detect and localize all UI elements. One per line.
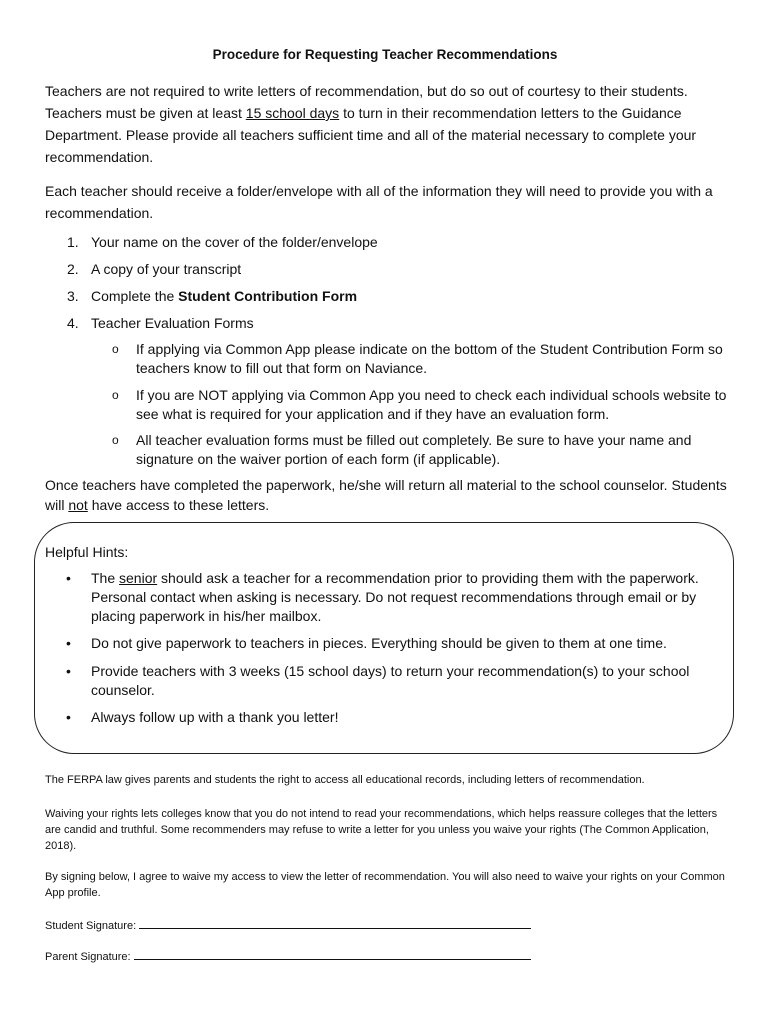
bullet-icon: • (66, 635, 71, 651)
ferpa-paragraph: The FERPA law gives parents and students the right to access all educational records, including letters of recommendation. (45, 774, 645, 786)
page-title: Procedure for Requesting Teacher Recommendations (212, 47, 558, 62)
student-signature-row (45, 917, 531, 934)
hint-text-start: The (91, 570, 120, 586)
list-item (112, 340, 730, 378)
list-item (66, 662, 716, 700)
list-item (45, 312, 735, 339)
circle-bullet-icon: o (112, 388, 119, 402)
step-form-name: Student Contribution Form (178, 288, 358, 304)
circle-bullet-icon: o (112, 433, 119, 447)
folder-paragraph: Each teacher should receive a folder/envelope with all of the information they will need to provide you with a recommendation. (45, 183, 713, 221)
hints-title: Helpful Hints: (45, 544, 129, 560)
bullet-icon: • (66, 709, 71, 725)
list-item (45, 258, 735, 285)
signing-paragraph: By signing below, I agree to waive my access to view the letter of recommendation. You will also need to waive your rights on your Common App profile. (45, 871, 725, 899)
list-item (112, 386, 730, 424)
step-number: 3. (67, 288, 79, 304)
parent-signature-line[interactable] (134, 948, 531, 960)
intro-text-end: to turn in their recommendation letters to the Guidance Department. Please provide all teachers sufficient time and all of the material necessary to complete your recommendation. (45, 105, 697, 165)
hint-text: Provide teachers with 3 weeks (15 school days) to return your recommendation(s) to your school counselor. (91, 663, 690, 698)
hint-text: Do not give paperwork to teachers in pieces. Everything should be given to them at one time. (91, 635, 667, 651)
return-text-end: have access to these letters. (87, 497, 270, 513)
step-number: 2. (67, 261, 79, 277)
hints-list (66, 708, 716, 727)
intro-paragraph (45, 80, 735, 168)
step-number: 1. (67, 234, 79, 250)
intro-text-start: Teachers are not required to write letters of recommendation, but do so out of courtesy to their students. Teachers must be given at least (45, 83, 688, 121)
parent-signature-row (45, 948, 531, 965)
bullet-icon: • (66, 663, 71, 679)
return-emphasis: not (68, 497, 88, 513)
circle-bullet-icon: o (112, 342, 119, 356)
list-item (45, 285, 735, 312)
step-text: Complete the (91, 288, 179, 304)
list-item (45, 231, 735, 258)
sub-list (112, 340, 730, 378)
bullet-icon: • (66, 570, 71, 586)
steps-list (45, 231, 735, 339)
sub-list (112, 431, 730, 469)
hints-list (66, 634, 716, 653)
sub-item-text: If you are NOT applying via Common App you need to check each individual schools website to see what is required for your application and if they have an evaluation form. (136, 387, 727, 422)
list-item (66, 569, 716, 626)
return-text-start: Once teachers have completed the paperwork, he/she will return all material to the school counselor. Students will (45, 477, 727, 513)
hint-text: Always follow up with a thank you letter! (91, 709, 339, 725)
step-text: Teacher Evaluation Forms (91, 315, 254, 331)
hint-emphasis: senior (119, 570, 158, 586)
hint-text-end: should ask a teacher for a recommendation prior to providing them with the paperwork. Personal contact when asking is necessary. Do not request recommendations through email or by placing paperwork in his/her mailbox. (91, 570, 699, 624)
sub-item-text: If applying via Common App please indicate on the bottom of the Student Contribution Form so teachers know to fill out that form on Naviance. (136, 341, 723, 376)
step-number: 4. (67, 315, 79, 331)
step-text: A copy of your transcript (91, 261, 242, 277)
student-signature-line[interactable] (139, 917, 531, 929)
student-signature-label: Student Signature: (45, 920, 140, 932)
list-item (66, 634, 716, 653)
waiving-paragraph: Waiving your rights lets colleges know that you do not intend to read your recommendations, which helps reassure colleges that the letters are candid and truthful. Some recommenders may refuse to write a letter for you unless you waive your rights (The Common Application, 2018). (45, 808, 718, 852)
list-item (66, 708, 716, 727)
parent-signature-label: Parent Signature: (45, 951, 134, 963)
list-item (112, 431, 730, 469)
sub-list (112, 386, 730, 424)
hints-list (66, 569, 716, 626)
intro-deadline: 15 school days (245, 105, 340, 121)
step-text: Your name on the cover of the folder/envelope (91, 234, 378, 250)
sub-item-text: All teacher evaluation forms must be filled out completely. Be sure to have your name and signature on the waiver portion of each form (if applicable). (136, 432, 692, 467)
return-paragraph (45, 475, 735, 515)
hints-list (66, 662, 716, 700)
